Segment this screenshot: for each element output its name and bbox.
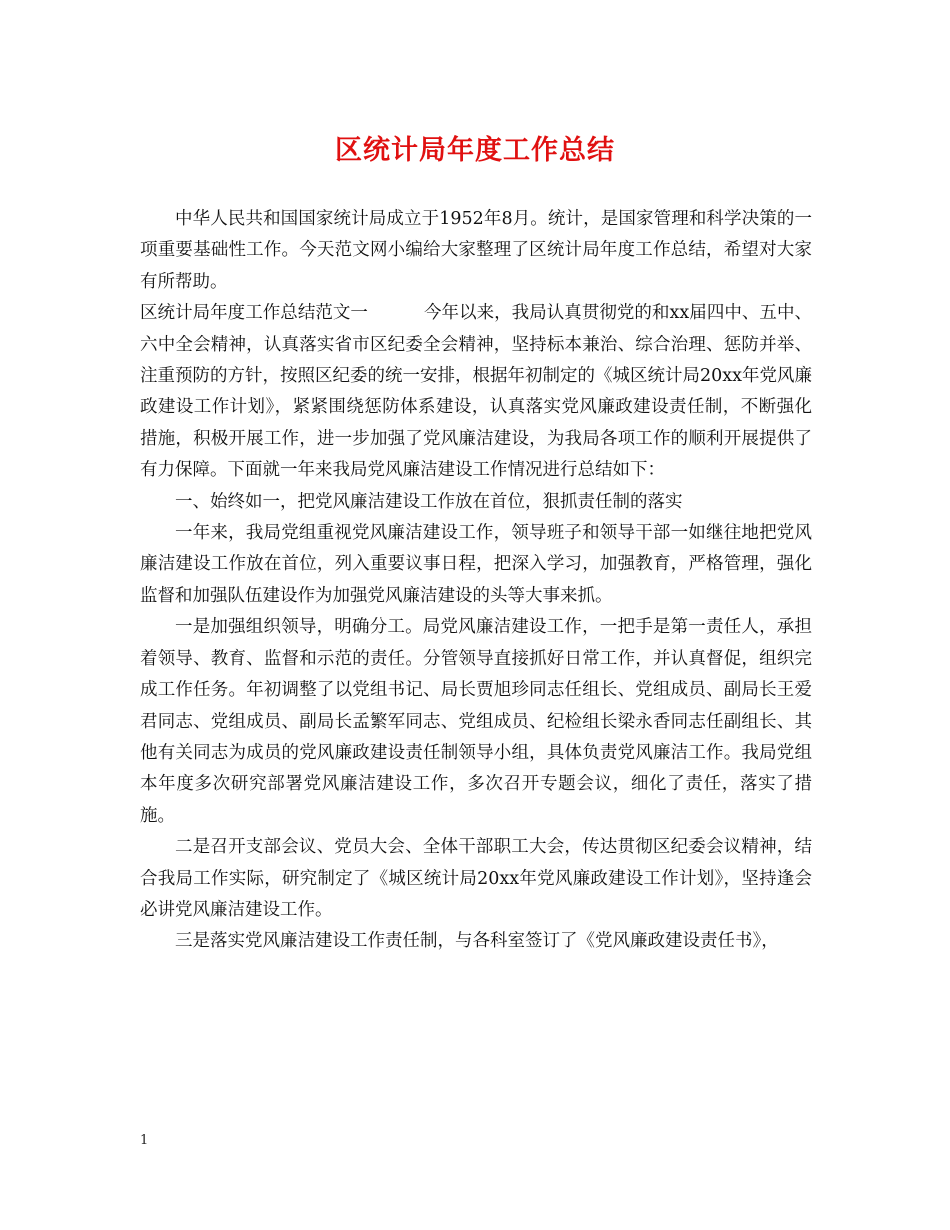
section-body-text: 今年以来，我局认真贯彻党的和xx届四中、五中、六中全会精神，认真落实省市区纪委全会精神，坚持标本兼治、综合治理、惩防并举、注重预防的方针，按照区纪委的统一安排，根据年初制定的《城区统计局20xx年党风廉政建设工作计划》，紧紧围绕惩防体系建设，认真落实党风廉政建设责任制，不断强化措施，积极开展工作，进一步加强了党风廉洁建设，为我局各项工作的顺利开展提供了有力保障。下面就一年来我局党风廉洁建设工作情况进行总结如下： <box>140 303 813 481</box>
section-heading: 区统计局年度工作总结范文一 <box>140 303 368 324</box>
body-paragraph-4: 三是落实党风廉洁建设工作责任制，与各科室签订了《党风廉政建设责任书》， <box>175 931 779 952</box>
body-paragraph-2: 一是加强组织领导，明确分工。局党风廉洁建设工作，一把手是第一责任人，承担着领导、教育、监督和示范的责任。分管领导直接抓好日常工作，并认真督促，组织完成工作任务。年初调整了以党组书记、局长贾旭珍同志任组长、党组成员、副局长王爱君同志、党组成员、副局长孟繁军同志、党组成员、纪检组长梁永香同志任副组长、其他有关同志为成员的党风廉政建设责任制领导小组，具体负责党风廉洁工作。我局党组本年度多次研究部署党风廉洁建设工作，多次召开专题会议，细化了责任，落实了措施。 <box>140 617 812 826</box>
section-paragraph <box>140 298 812 486</box>
page-number: 1 <box>140 1133 149 1148</box>
body-paragraph-1: 一年来，我局党组重视党风廉洁建设工作，领导班子和领导干部一如继往地把党风廉洁建设工作放在首位，列入重要议事日程，把深入学习，加强教育，严格管理，强化监督和加强队伍建设作为加强党风廉洁建设的头等大事来抓。 <box>140 523 812 606</box>
document-body <box>140 204 812 958</box>
body-paragraph-3: 二是召开支部会议、党员大会、全体干部职工大会，传达贯彻区纪委会议精神，结合我局工作实际，研究制定了《城区统计局20xx年党风廉政建设工作计划》，坚持逢会必讲党风廉洁建设工作。 <box>140 837 812 920</box>
intro-paragraph: 中华人民共和国国家统计局成立于1952年8月。统计，是国家管理和科学决策的一项重要基础性工作。今天范文网小编给大家整理了区统计局年度工作总结，希望对大家有所帮助。 <box>140 209 812 292</box>
document-title: 区统计局年度工作总结 <box>335 135 615 166</box>
heading-one: 一、始终如一，把党风廉洁建设工作放在首位，狠抓责任制的落实 <box>175 491 683 512</box>
